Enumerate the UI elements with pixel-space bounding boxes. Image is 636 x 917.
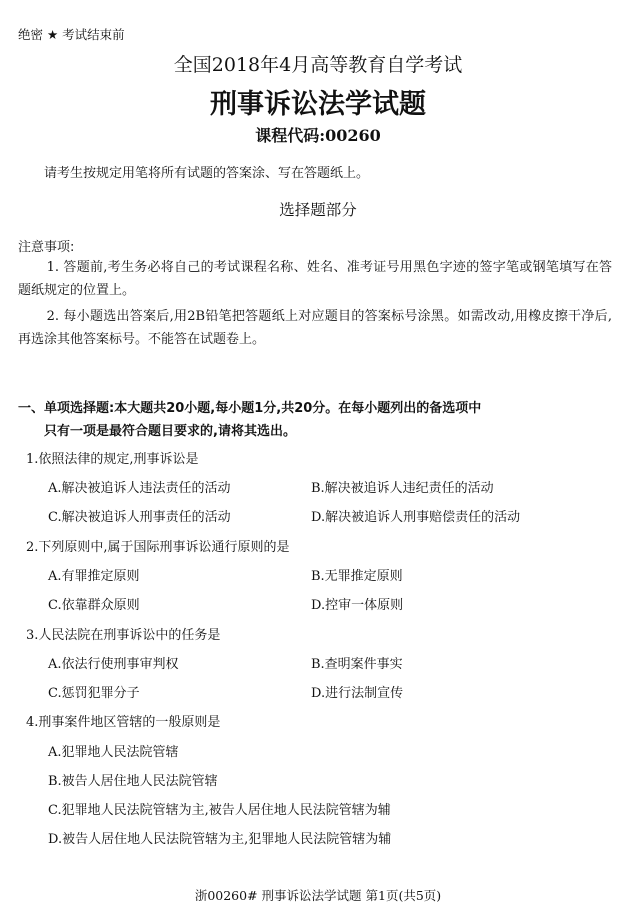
section-title: 选择题部分 (279, 201, 357, 219)
answer-instruction: 请考生按规定用笔将所有试题的答案涂、写在答题纸上。 (44, 166, 370, 181)
question-2-option-b: B.无罪推定原则 (311, 569, 403, 584)
subject-title: 刑事诉讼法学试题 (210, 89, 426, 120)
secret-label: 绝密 ★ 考试结束前 (18, 27, 125, 42)
question-3-option-d: D.进行法制宣传 (311, 686, 404, 701)
question-2-option-a: A.有罪推定原则 (48, 569, 140, 584)
question-1-option-a: A.解决被追诉人违法责任的活动 (48, 481, 231, 496)
question-stem-1: 1.依照法律的规定,刑事诉讼是 (26, 452, 199, 467)
question-4-option-d: D.被告人居住地人民法院管辖为主,犯罪地人民法院管辖为辅 (48, 832, 392, 847)
question-stem-4: 4.刑事案件地区管辖的一般原则是 (26, 715, 221, 730)
question-2-option-c: C.依靠群众原则 (48, 598, 140, 613)
notes-title: 注意事项: (18, 240, 75, 255)
question-3-option-a: A.依法行使刑事审判权 (48, 657, 179, 672)
part-one-heading (18, 397, 618, 443)
question-2-option-d: D.控审一体原则 (311, 598, 404, 613)
question-stem-3: 3.人民法院在刑事诉讼中的任务是 (26, 628, 221, 643)
question-4-option-b: B.被告人居住地人民法院管辖 (48, 774, 218, 789)
question-stem-2: 2.下列原则中,属于国际刑事诉讼通行原则的是 (26, 540, 290, 555)
question-4-option-c: C.犯罪地人民法院管辖为主,被告人居住地人民法院管辖为辅 (48, 803, 391, 818)
note-item: 2. 每小题选出答案后,用2B铅笔把答题纸上对应题目的答案标号涂黑。如需改动,用橡皮擦干净后,再选涂其他答案标号。不能答在试题卷上。 (18, 309, 612, 347)
question-3-option-c: C.惩罚犯罪分子 (48, 686, 140, 701)
question-1-option-c: C.解决被追诉人刑事责任的活动 (48, 510, 231, 525)
part-one-heading-line1: 一、单项选择题:本大题共20小题,每小题1分,共20分。在每小题列出的备选项中 (18, 401, 482, 416)
question-3-option-b: B.查明案件事实 (311, 657, 403, 672)
page-footer: 浙00260# 刑事诉讼法学试题 第1页(共5页) (194, 888, 442, 903)
question-1-option-b: B.解决被追诉人违纪责任的活动 (311, 481, 494, 496)
question-1-option-d: D.解决被追诉人刑事赔偿责任的活动 (311, 510, 521, 525)
note-item: 1. 答题前,考生务必将自己的考试课程名称、姓名、准考证号用黑色字迹的签字笔或钢笔填写在答题纸规定的位置上。 (18, 260, 612, 298)
course-code: 课程代码:00260 (255, 126, 381, 145)
exam-title: 全国2018年4月高等教育自学考试 (173, 54, 463, 76)
question-4-option-a: A.犯罪地人民法院管辖 (48, 745, 179, 760)
part-one-heading-line2: 只有一项是最符合题目要求的,请将其选出。 (44, 424, 296, 439)
